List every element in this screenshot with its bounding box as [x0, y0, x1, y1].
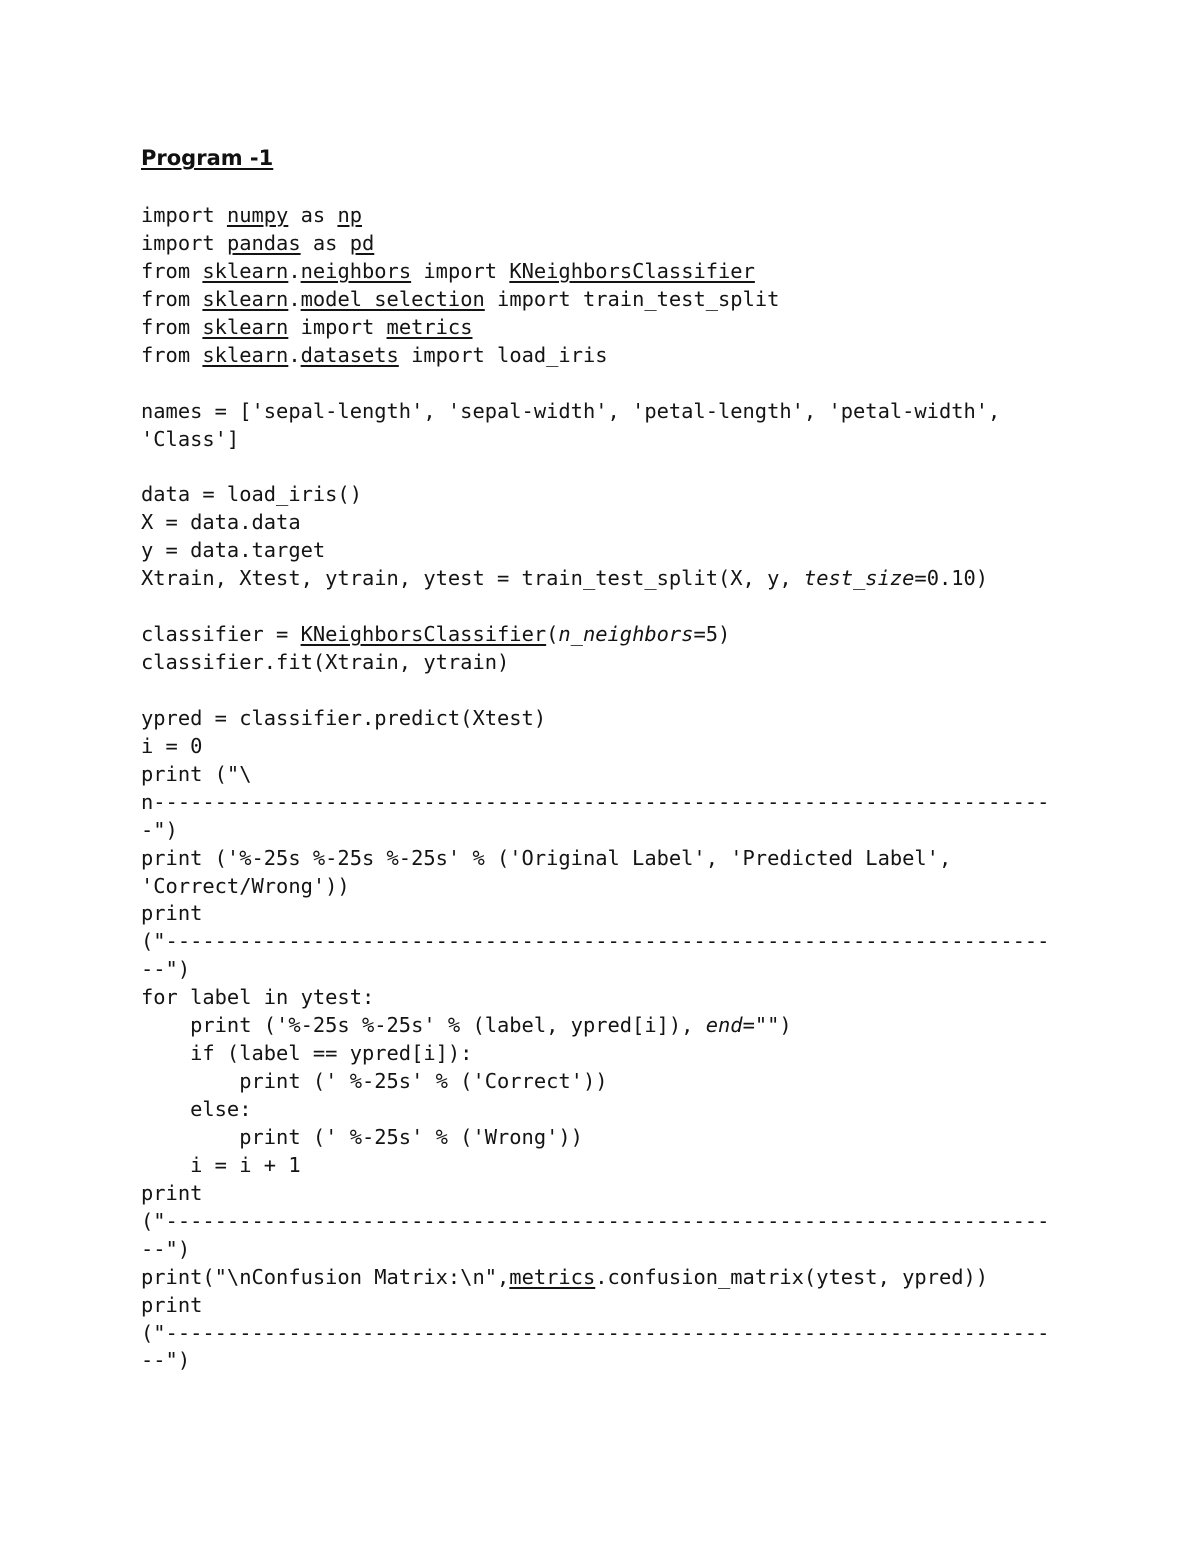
- underlined-token: KNeighborsClassifier: [509, 258, 755, 283]
- code-text: import: [411, 258, 510, 283]
- code-line: [141, 509, 1141, 537]
- code-text: print (' %-25s' % ('Correct')): [141, 1069, 608, 1094]
- blank-line: [141, 453, 1141, 481]
- code-line: [141, 258, 1141, 286]
- code-text: --"): [141, 957, 191, 982]
- underlined-token: np: [337, 203, 362, 227]
- code-text: .: [288, 342, 301, 367]
- code-line: [141, 314, 1141, 342]
- code-line: [141, 1040, 1141, 1068]
- code-line: [141, 286, 1141, 314]
- blank-line: [141, 677, 1141, 705]
- italic-keyword-arg: n_neighbors: [558, 622, 694, 647]
- code-line: [141, 621, 1141, 649]
- code-text: names = ['sepal-length', 'sepal-width', 'petal-length', 'petal-width',: [141, 398, 1001, 423]
- code-text: import load_iris: [398, 342, 608, 367]
- code-text: .: [288, 286, 301, 311]
- code-text: data = load_iris(): [141, 482, 362, 507]
- underlined-token: sklearn: [202, 314, 289, 339]
- code-text: 'Correct/Wrong')): [141, 873, 350, 898]
- code-text: print: [141, 1292, 203, 1317]
- code-text: 'Class']: [141, 426, 240, 451]
- code-text: y = data.target: [141, 538, 326, 563]
- code-line: [141, 1124, 1141, 1152]
- underlined-token: numpy: [226, 203, 289, 227]
- code-text: import: [141, 203, 227, 227]
- code-text: classifier =: [141, 622, 301, 647]
- code-line: [141, 789, 1141, 817]
- code-text: print ("\: [141, 761, 252, 786]
- code-text: print: [141, 901, 203, 926]
- code-text: =0.10): [914, 566, 989, 591]
- code-text: .: [288, 258, 301, 283]
- code-line: [141, 1292, 1141, 1320]
- code-text: print: [141, 1180, 203, 1205]
- code-text: ypred = classifier.predict(Xtest): [141, 705, 547, 730]
- code-text: from: [141, 258, 203, 283]
- underlined-token: sklearn: [202, 342, 289, 367]
- code-line: [141, 761, 1141, 789]
- code-line: [141, 1012, 1141, 1040]
- code-line: [141, 873, 1141, 901]
- code-text: import: [288, 314, 387, 339]
- code-text: print ('%-25s %-25s' % (label, ypred[i]),: [141, 1013, 706, 1038]
- underlined-token: datasets: [300, 342, 399, 367]
- code-line: [141, 817, 1141, 845]
- code-line: [141, 1320, 1141, 1348]
- code-line: [141, 928, 1141, 956]
- code-text: from: [141, 286, 203, 311]
- code-text: for label in ytest:: [141, 985, 375, 1010]
- code-text: import: [141, 230, 227, 255]
- code-line: [141, 1096, 1141, 1124]
- code-line: [141, 705, 1141, 733]
- code-listing: [141, 202, 1141, 1375]
- code-line: [141, 900, 1141, 928]
- underlined-token: neighbors: [300, 258, 412, 283]
- underlined-token: pandas: [226, 230, 301, 255]
- code-line: [141, 1236, 1141, 1264]
- code-line: [141, 1264, 1141, 1292]
- code-text: ("------------------------------------------------------------------------: [141, 1320, 1050, 1345]
- code-line: [141, 537, 1141, 565]
- code-text: as: [288, 203, 338, 227]
- code-text: ("------------------------------------------------------------------------: [141, 929, 1050, 954]
- code-text: from: [141, 342, 203, 367]
- blank-line: [141, 593, 1141, 621]
- underlined-token: sklearn: [202, 286, 289, 311]
- italic-keyword-arg: end: [705, 1013, 743, 1038]
- code-text: i = i + 1: [141, 1152, 301, 1177]
- code-line: [141, 481, 1141, 509]
- underlined-token: model_selection: [300, 286, 485, 311]
- code-text: (: [546, 622, 559, 647]
- code-text: from: [141, 314, 203, 339]
- code-line: [141, 1347, 1141, 1375]
- code-text: Xtrain, Xtest, ytrain, ytest = train_test_split(X, y,: [141, 566, 804, 591]
- code-text: X = data.data: [141, 510, 301, 535]
- code-text: .confusion_matrix(ytest, ypred)): [595, 1264, 989, 1289]
- code-text: classifier.fit(Xtrain, ytrain): [141, 650, 510, 674]
- code-line: [141, 649, 1141, 677]
- code-text: as: [300, 230, 350, 255]
- code-line: [141, 733, 1141, 761]
- underlined-token: sklearn: [202, 258, 289, 283]
- code-line: [141, 426, 1141, 454]
- code-text: if (label == ypred[i]):: [141, 1041, 473, 1066]
- code-line: [141, 1208, 1141, 1236]
- code-text: =""): [742, 1013, 792, 1038]
- code-text: ("------------------------------------------------------------------------: [141, 1208, 1050, 1233]
- code-text: else:: [141, 1097, 252, 1121]
- underlined-token: KNeighborsClassifier: [300, 622, 547, 647]
- code-text: print (' %-25s' % ('Wrong')): [141, 1124, 583, 1149]
- code-line: [141, 342, 1141, 370]
- underlined-token: pd: [349, 230, 375, 255]
- code-text: --"): [141, 1348, 191, 1373]
- code-line: [141, 1180, 1141, 1208]
- code-text: print ('%-25s %-25s %-25s' % ('Original Label', 'Predicted Label',: [141, 845, 952, 870]
- underlined-token: metrics: [509, 1264, 596, 1289]
- code-text: --"): [141, 1236, 191, 1261]
- program-title: Program -1: [141, 146, 274, 170]
- code-text: import train_test_split: [484, 286, 780, 311]
- code-text: print("\nConfusion Matrix:\n",: [141, 1264, 510, 1289]
- code-line: [141, 230, 1141, 258]
- code-text: i = 0: [141, 733, 203, 758]
- underlined-token: metrics: [386, 314, 473, 339]
- italic-keyword-arg: test_size: [803, 566, 915, 591]
- code-line: [141, 398, 1141, 426]
- code-line: [141, 845, 1141, 873]
- code-text: n-------------------------------------------------------------------------: [141, 789, 1050, 814]
- blank-line: [141, 370, 1141, 398]
- code-text: -"): [141, 817, 178, 842]
- code-text: =5): [693, 622, 731, 647]
- code-line: [141, 565, 1141, 593]
- code-line: [141, 1152, 1141, 1180]
- code-line: [141, 956, 1141, 984]
- code-line: [141, 202, 1141, 230]
- code-line: [141, 984, 1141, 1012]
- code-line: [141, 1068, 1141, 1096]
